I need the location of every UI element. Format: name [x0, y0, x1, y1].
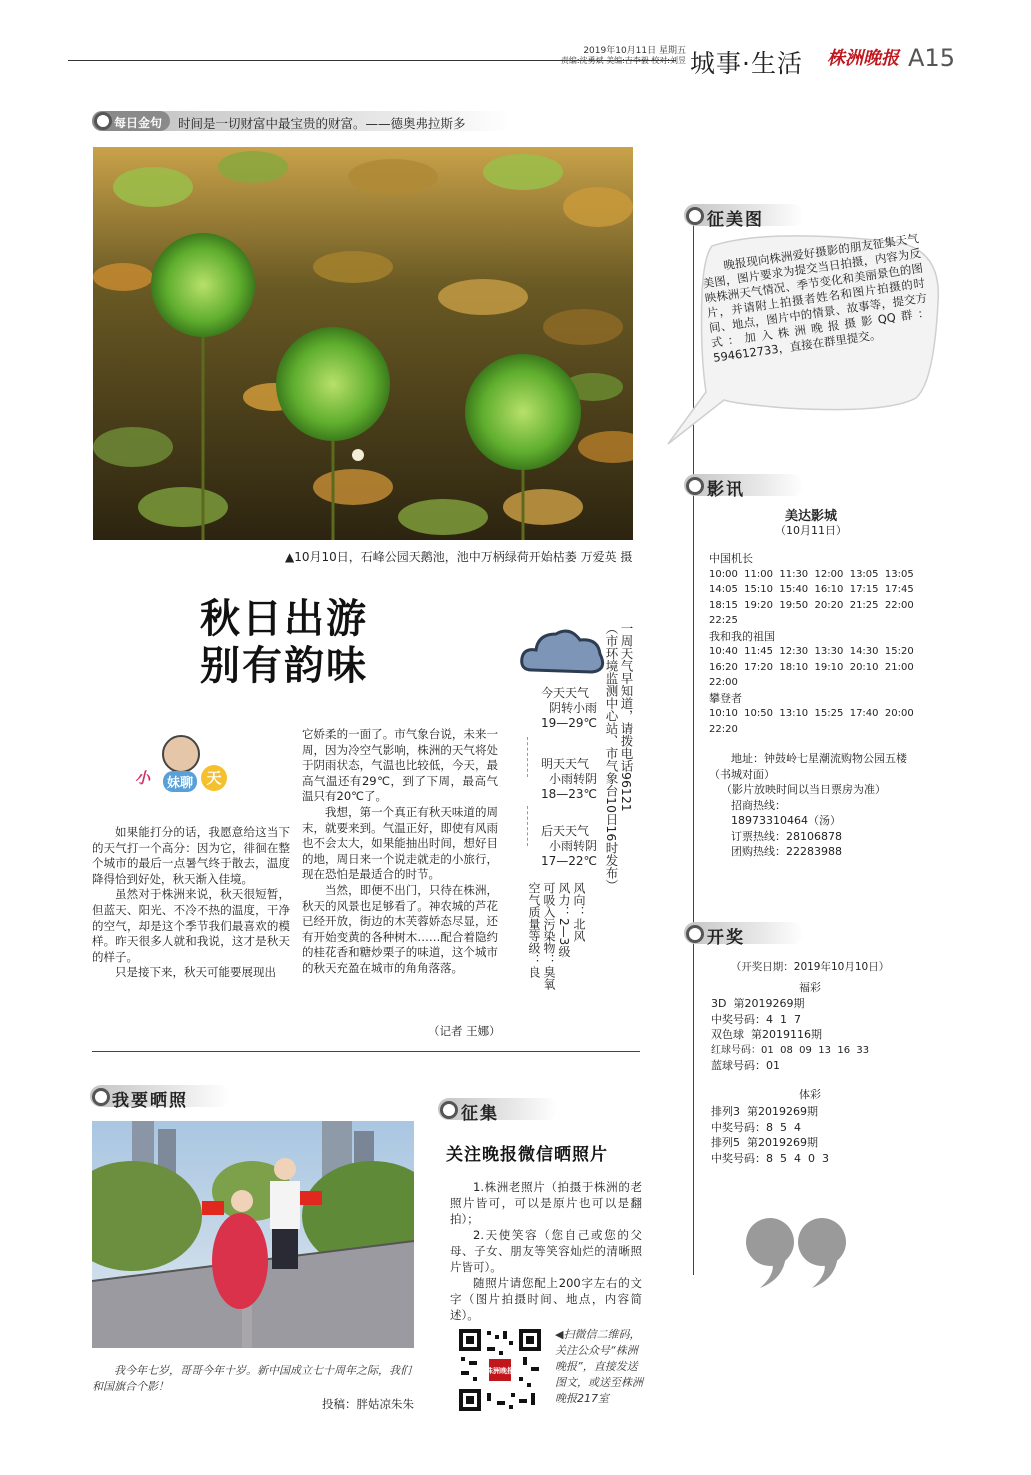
film-times: 22:20: [709, 723, 738, 735]
weather-after: [533, 824, 597, 869]
weather-sidebar-title: 一周天气早知道，请拨电话96121: [619, 622, 634, 812]
lottery-line: 双色球 第2019116期: [711, 1028, 822, 1041]
sun-icon: [201, 765, 227, 791]
film-title: 中国机长: [709, 552, 753, 565]
section-dot-icon: [92, 1088, 110, 1106]
ticai-label: 体彩: [799, 1088, 821, 1101]
quote-dot-icon: [94, 112, 112, 130]
film-listing: [709, 551, 919, 737]
article-title-line2: 别有韵味: [200, 643, 368, 689]
qr-logo-text: 株洲晚报: [486, 1367, 514, 1375]
film-title: 我和我的祖国: [709, 629, 775, 643]
quote-text: 时间是一切财富中最宝贵的财富。——德奥弗拉斯多: [178, 116, 466, 131]
film-times: 16:20 17:20 18:10 19:10 20:10 21:00: [709, 661, 914, 673]
speech-bubble: [666, 232, 946, 452]
article-paragraph: 只是接下来，秋天可能要展现出: [115, 965, 276, 980]
header-rule: [68, 60, 526, 61]
column-logo: [135, 735, 245, 795]
group-hotline: 团购热线：22283988: [731, 845, 842, 858]
wind-direction: 风向：北风: [572, 882, 586, 942]
wechat-qr-code[interactable]: [457, 1327, 543, 1413]
lottery-line: 排列3 第2019269期: [711, 1105, 818, 1118]
section-dot-icon: [440, 1101, 458, 1119]
weather-tomorrow-temp: 18—23℃: [540, 787, 597, 801]
film-times: 10:00 11:00 11:30 12:00 13:05 13:05: [709, 568, 914, 580]
horizontal-divider: [92, 1051, 640, 1052]
film-times: 14:05 15:10 15:40 16:10 17:15 17:45: [709, 584, 914, 595]
header-editors: 责编:沈勇斌 美编:吉李毅 校对:刘昱: [560, 56, 686, 65]
article-col1: [92, 825, 290, 981]
weather-after-desc: 小雨转阴: [548, 839, 597, 853]
bubble-text: 晚报现向株洲爱好摄影的朋友征集天气美图，图片要求为提交当日拍摄，内容为反映株洲天气情况、季节变化和美丽景色的图片，并请附上拍摄者姓名和图片拍摄的时间、地点，图片中的情景、故事等，提交方式：加入株洲晚报摄影QQ群：594612733，直接在群里提交。: [701, 231, 931, 365]
air-quality: 空气质量等级：良: [527, 882, 541, 978]
photo-caption: ▲10月10日，石峰公园天鹅池，池中万柄绿荷开始枯萎 万爱英 摄: [285, 550, 633, 564]
newspaper-logo: 株洲晚报: [827, 48, 899, 69]
column-logo-text: 妹聊: [163, 771, 197, 792]
hotline-number: 18973310464（汤）: [731, 814, 841, 827]
section-dot-icon: [686, 925, 704, 943]
section-title-woyao: 我要晒照: [112, 1091, 188, 1111]
wind-force: 风力：2—3级: [557, 882, 571, 958]
article-paragraph: 它娇柔的一面了。市气象台说，未来一周，因为冷空气影响，株洲的天气将处于阴雨状态，气温也比较低，今天，最高气温还有29℃，到了下周，最高气温只有20℃了。: [302, 727, 498, 804]
children-flag-photo: [92, 1121, 414, 1348]
quote-label: 每日金句: [114, 116, 163, 130]
lottery-line: 3D 第2019269期: [711, 997, 805, 1010]
header-meta: [556, 46, 686, 66]
article-paragraph: 当然，即便不出门，只待在株洲，秋天的风景也足够看了。神农城的芦花已经开放，街边的木芙蓉娇态尽显，还有开始变黄的各种树木……配合着隐约的桂花香和糖炒栗子的味道，这个城市的秋天充盈在城市的角角落落。: [302, 882, 498, 975]
lotus-pond-photo: [93, 147, 633, 540]
weather-tomorrow: [533, 757, 597, 802]
film-title: 攀登者: [709, 691, 742, 705]
zhengji-headline: 关注晚报微信晒照片: [446, 1145, 608, 1165]
article-col2: [302, 727, 498, 977]
film-times: 22:25: [709, 615, 738, 626]
section-title-yingxun: 影讯: [707, 480, 745, 500]
zhengji-item: 2.天使笑容（您自己或您的父母、子女、朋友等笑容灿烂的清晰照片皆可）。: [450, 1228, 642, 1274]
film-times: 10:40 11:45 12:30 13:30 14:30 15:20: [709, 646, 914, 657]
qr-note: ◀扫微信二维码，关注公众号“株洲晚报”，直接发送图文，或送至株洲晚报217室: [555, 1328, 643, 1405]
hotline-label: 招商热线：: [731, 798, 786, 812]
weather-today-label: 今天天气: [540, 686, 589, 700]
quote-mark-icon: [742, 1212, 852, 1292]
article-byline: （记者 王娜）: [428, 1024, 501, 1038]
header-date: 2019年10月11日 星期五: [583, 46, 686, 56]
woyao-credit: 投稿：胖姑凉朱朱: [322, 1397, 414, 1411]
booking-hotline: 订票热线：28106878: [731, 829, 842, 843]
lottery-line: 中奖号码：8 5 4: [711, 1120, 801, 1134]
ticai-results: [711, 1104, 921, 1166]
film-times: 10:10 10:50 13:10 15:25 17:40 20:00: [709, 708, 914, 719]
article-paragraph: 如果能打分的话，我愿意给这当下的天气打一个高分：因为它，徘徊在整个城市的最后一点暑气终于散去，温度降得恰到好处，秋天渐入佳境。: [92, 825, 290, 886]
weather-tomorrow-desc: 小雨转阴: [548, 772, 597, 786]
lottery-line: 红球号码：01 08 09 13 16 33: [711, 1044, 870, 1056]
section-title-kaijiang: 开奖: [707, 928, 745, 948]
fucai-label: 福彩: [799, 981, 821, 994]
lottery-line: 中奖号码：4 1 7: [711, 1012, 801, 1026]
zhengji-item: 1.株洲老照片（拍摄于株洲的老照片皆可，可以是原片也可以是翻拍）；: [450, 1180, 642, 1226]
reporter-avatar: [162, 735, 200, 773]
lottery-date: （开奖日期：2019年10月10日）: [730, 961, 890, 973]
page-number: A15: [908, 44, 955, 72]
weather-divider: [527, 737, 528, 777]
weather-today-temp: 19—29℃: [540, 716, 597, 730]
wind-info: [526, 882, 586, 1016]
article-title-line1: 秋日出游: [200, 596, 368, 642]
cinema-info: [709, 751, 919, 860]
column-logo-prefix: 小: [135, 769, 151, 787]
section-title-zhengji: 征集: [461, 1104, 499, 1124]
weather-divider: [527, 806, 528, 846]
weather-after-label: 后天天气: [540, 824, 589, 838]
weather-sidebar: [604, 622, 634, 1022]
zhengji-items: [450, 1179, 642, 1323]
article-paragraph: 我想，第一个真正有秋天味道的周末，就要来到。气温正好，即使有风雨也不会太大，如果能抽出时间，想好目的地，周日来一个说走就走的小旅行，现在恐怕是最适合的时节。: [302, 804, 498, 882]
weather-sidebar-source: （市环境监测中心站、市气象台10日16时发布）: [604, 622, 619, 892]
lottery-line: 中奖号码：8 5 4 0 3: [711, 1151, 829, 1165]
lottery-line: 排列5 第2019269期: [711, 1136, 818, 1149]
film-times: 18:15 19:20 19:50 20:20 21:25 22:00: [709, 599, 914, 611]
column-logo-tail: 天: [206, 769, 222, 787]
weather-tomorrow-label: 明天天气: [540, 757, 589, 771]
cinema-address: 地址：钟鼓岭七星潮流购物公园五楼（书城对面）: [709, 752, 907, 781]
weather-today: [533, 686, 597, 731]
section-dot-icon: [686, 207, 704, 225]
section-dot-icon: [686, 477, 704, 495]
section-title: 城事·生活: [690, 49, 803, 78]
article-paragraph: 虽然对于株洲来说，秋天很短暂，但蓝天、阳光、不冷不热的温度，干净的空气，却是这个季节我们最喜欢的模样。昨天很多人就和我说，这才是秋天的样子。: [92, 887, 290, 964]
pollutant: 可吸入污染物：臭氧: [542, 882, 556, 990]
lotus-pond-illustration: [93, 147, 633, 540]
cinema-note: （影片放映时间以当日票房为准）: [721, 783, 886, 796]
fucai-results: [711, 996, 921, 1074]
zhengji-item: 随照片请您配上200字左右的文字（图片拍摄时间、地点，内容简述）。: [450, 1276, 642, 1322]
weather-after-temp: 17—22℃: [540, 854, 597, 868]
woyao-caption: 我今年七岁，哥哥今年十岁。新中国成立七十周年之际，我们和国旗合个影！: [92, 1364, 411, 1393]
cloud-icon: [518, 622, 608, 678]
cinema-name: 美达影城: [784, 509, 837, 524]
article-title: [200, 596, 368, 690]
film-date: （10月11日）: [775, 524, 847, 537]
weather-today-desc: 阴转小雨: [548, 701, 597, 715]
section-title-zhengmeitu: 征美图: [707, 210, 764, 230]
film-times: 22:00: [709, 677, 738, 688]
lottery-line: 蓝球号码：01: [711, 1059, 780, 1072]
